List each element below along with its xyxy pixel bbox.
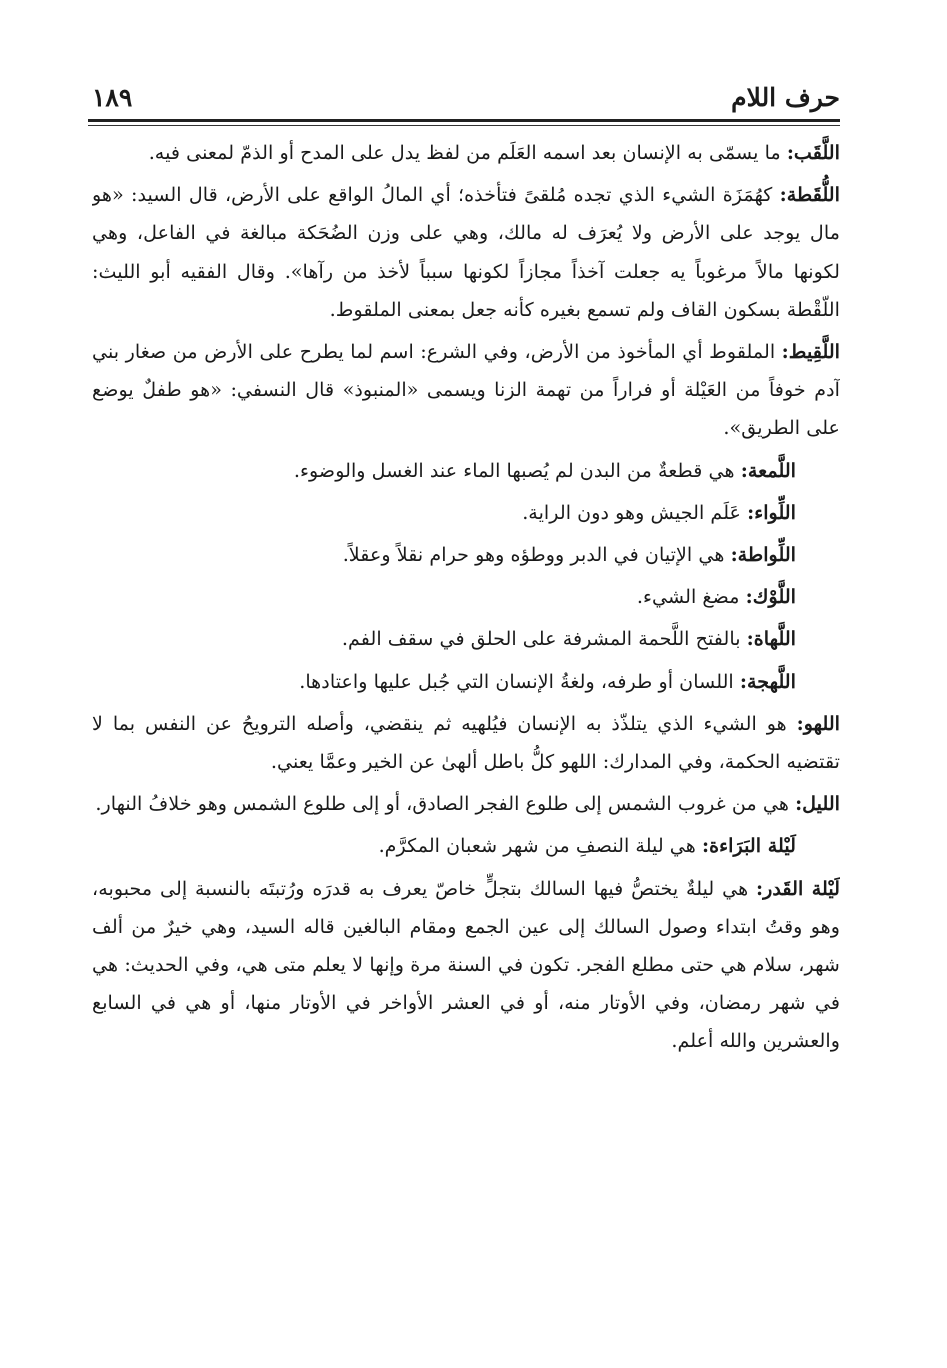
entry-term: اللِّواء:: [747, 500, 796, 524]
entry-layl: [92, 785, 840, 823]
entry-term: الليل:: [795, 792, 840, 816]
entry-liwa: [92, 494, 840, 532]
entry-term: اللَّقِيط:: [781, 340, 840, 364]
entry-term: اللهو:: [796, 711, 840, 735]
entry-laylat-al-baraa: [92, 827, 840, 865]
entry-definition: مضغ الشيء.: [636, 585, 746, 609]
entry-laqab: [92, 134, 840, 172]
entry-term: اللَّوْك:: [745, 585, 796, 609]
entry-definition: ما يسمّى به الإنسان بعد اسمه العَلَم من لفظ يدل على المدح أو الذمّ لمعنى فيه.: [148, 141, 787, 164]
entry-definition: الملقوط أي المأخوذ من الأرض، وفي الشرع: اسم لما يطرح على الأرض من صغار بني آدم خوفاً من العَيْلة أو فراراً من تهمة الزنا ويسمى «المنبوذ» قال النسفي: «هو طفلٌ يوضع على الطريق».: [92, 340, 840, 440]
entry-lahat: [92, 620, 840, 658]
entry-term: لَيْلة البَرَاءة:: [702, 834, 796, 858]
entry-term: اللِّواطة:: [730, 543, 796, 567]
entry-lahja: [92, 663, 840, 701]
entry-liwata: [92, 536, 840, 574]
entry-definition: هي ليلة النصفِ من شهر شعبان المكرَّم.: [378, 834, 702, 858]
running-title: حرف اللام: [731, 83, 840, 112]
entry-definition: عَلَم الجيش وهو دون الراية.: [522, 500, 748, 524]
entry-definition: هي قطعةٌ من البدن لم يُصبها الماء عند الغسل والوضوء.: [293, 458, 741, 482]
entry-definition: هو الشيء الذي يتلذّذ به الإنسان فيُلهيه ثم ينقضي، وأصله الترويحُ عن النفس بما لا تقتضيه الحكمة، وفي المدارك: اللهو كلُّ باطل ألهىٰ عن الخير وعمَّا يعني.: [92, 711, 840, 774]
entry-definition: بالفتح اللَّحمة المشرفة على الحلق في سقف الفم.: [341, 627, 747, 651]
entry-laylat-al-qadr: [92, 870, 840, 1061]
entry-definition: هي ليلةٌ يختصُّ فيها السالك بتجلٍّ خاصّ يعرف به قدرَه ورُتبتَه بالنسبة إلى محبوبه، وهو وقتُ ابتداء وصول السالك إلى عين الجمع ومقام البالغين قاله السيد، وهي خيرٌ من ألف شهر، سلام هي حتى مطلع الفجر. تكون في السنة مرة وإنها لا يعلم متى هي، وفي الحديث: هي في شهر رمضان، وفي الأوتار منه، أو في العشر الأواخر في الأوتار منها، أو هي في السابع والعشرين والله أعلم.: [92, 876, 840, 1053]
entry-laqit: [92, 333, 840, 448]
entry-lum-a: [92, 452, 840, 490]
entry-luqata: [92, 176, 840, 329]
entry-term: اللَّهاة:: [746, 627, 796, 651]
page-header: [88, 80, 840, 116]
entry-term: اللُّقَطة:: [779, 183, 840, 207]
header-rule-thin: [88, 125, 840, 126]
entry-term: اللَّمعة:: [740, 458, 796, 482]
entry-definition: اللسان أو طرفه، ولغةُ الإنسان التي جُبل عليها واعتادها.: [299, 669, 740, 693]
entry-term: لَيْلة القَدر:: [756, 876, 840, 900]
entry-term: اللَّهجة:: [739, 669, 796, 693]
page-number: ١٨٩: [92, 83, 133, 112]
entry-definition: كهُمَزَة الشيء الذي تجده مُلقىً فتأخذه؛ أي المالُ الواقع على الأرض، قال السيد: «هو مال يوجد على الأرض ولا يُعرَف له مالك، وهي على وزن الضُحَكة مبالغة في الفاعل، وهي لكونها مالاً مرغوباً يه جعلت آخذاً مجازاً لكونها سبباً لأخذ من رآها». وقال الفقيه أبو الليث: اللّقْطة بسكون القاف ولم تسمع بغيره كأنه جعل بمعنى الملقوط.: [92, 183, 840, 321]
entry-definition: هي الإتيان في الدبر ووطؤه وهو حرام نقلاً وعقلاً.: [342, 543, 731, 567]
header-rule-thick: [88, 119, 840, 122]
entry-term: اللَّقَب:: [786, 141, 840, 164]
entry-lahw: [92, 705, 840, 781]
dictionary-entries: [92, 134, 840, 1274]
entry-definition: هي من غروب الشمس إلى طلوع الفجر الصادق، أو إلى طلوع الشمس وهو خلافُ النهار.: [95, 792, 796, 816]
entry-lawk: [92, 578, 840, 616]
